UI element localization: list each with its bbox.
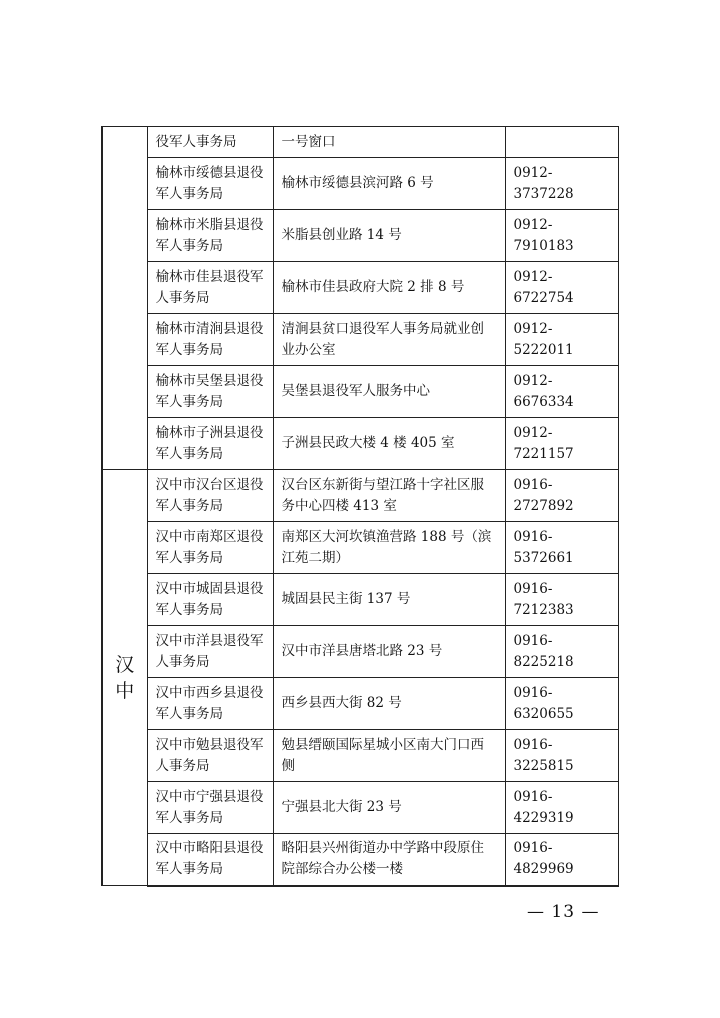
phone-cell: 0916-4829969 <box>505 834 618 886</box>
region-label-char: 汉 <box>115 653 135 676</box>
phone-cell: 0912-6676334 <box>505 366 618 418</box>
table-row <box>102 522 618 574</box>
office-cell: 榆林市清涧县退役军人事务局 <box>147 314 273 366</box>
address-cell: 清涧县贫口退役军人事务局就业创业办公室 <box>273 314 505 366</box>
office-cell: 汉中市城固县退役军人事务局 <box>147 574 273 626</box>
page-number: — 13 — <box>527 902 600 922</box>
office-cell: 汉中市汉台区退役军人事务局 <box>147 470 273 522</box>
phone-cell: 0916-4229319 <box>505 782 618 834</box>
address-cell: 宁强县北大街 23 号 <box>273 782 505 834</box>
region-label-char: 中 <box>115 679 135 702</box>
phone-cell: 0912-6722754 <box>505 262 618 314</box>
table-row <box>102 626 618 678</box>
table-row <box>102 210 618 262</box>
address-cell: 汉中市洋县唐塔北路 23 号 <box>273 626 505 678</box>
phone-cell: 0916-7212383 <box>505 574 618 626</box>
address-cell: 榆林市佳县政府大院 2 排 8 号 <box>273 262 505 314</box>
address-cell: 汉台区东新街与望江路十字社区服务中心四楼 413 室 <box>273 470 505 522</box>
address-cell: 一号窗口 <box>273 127 505 158</box>
address-cell: 吴堡县退役军人服务中心 <box>273 366 505 418</box>
address-cell: 榆林市绥德县滨河路 6 号 <box>273 158 505 210</box>
table-row <box>102 678 618 730</box>
phone-cell: 0916-8225218 <box>505 626 618 678</box>
table-row <box>102 262 618 314</box>
address-cell: 西乡县西大街 82 号 <box>273 678 505 730</box>
table-row <box>102 782 618 834</box>
office-cell: 役军人事务局 <box>147 127 273 158</box>
office-cell: 汉中市宁强县退役军人事务局 <box>147 782 273 834</box>
office-cell: 榆林市佳县退役军人事务局 <box>147 262 273 314</box>
office-cell: 榆林市绥德县退役军人事务局 <box>147 158 273 210</box>
address-cell: 勉县缙颐国际星城小区南大门口西侧 <box>273 730 505 782</box>
phone-cell: 0916-5372661 <box>505 522 618 574</box>
office-cell: 榆林市吴堡县退役军人事务局 <box>147 366 273 418</box>
contacts-table-body <box>102 127 618 886</box>
phone-cell: 0912-5222011 <box>505 314 618 366</box>
table-row <box>102 158 618 210</box>
phone-cell: 0912-7910183 <box>505 210 618 262</box>
table-row <box>102 366 618 418</box>
address-cell: 城固县民主街 137 号 <box>273 574 505 626</box>
office-cell: 榆林市子洲县退役军人事务局 <box>147 418 273 470</box>
office-cell: 汉中市勉县退役军人事务局 <box>147 730 273 782</box>
phone-cell: 0912-7221157 <box>505 418 618 470</box>
table-row <box>102 418 618 470</box>
table-row <box>102 470 618 522</box>
office-cell: 汉中市南郑区退役军人事务局 <box>147 522 273 574</box>
table-row <box>102 574 618 626</box>
table-row <box>102 127 618 158</box>
table-row <box>102 314 618 366</box>
office-cell: 汉中市洋县退役军人事务局 <box>147 626 273 678</box>
phone-cell: 0916-6320655 <box>505 678 618 730</box>
address-cell: 南郑区大河坎镇渔营路 188 号（滨江苑二期） <box>273 522 505 574</box>
address-cell: 米脂县创业路 14 号 <box>273 210 505 262</box>
contacts-table <box>101 126 619 887</box>
office-cell: 汉中市略阳县退役军人事务局 <box>147 834 273 886</box>
address-cell: 略阳县兴州街道办中学路中段原住院部综合办公楼一楼 <box>273 834 505 886</box>
office-cell: 汉中市西乡县退役军人事务局 <box>147 678 273 730</box>
phone-cell: 0916-2727892 <box>505 470 618 522</box>
region-cell <box>102 470 147 886</box>
address-cell: 子洲县民政大楼 4 楼 405 室 <box>273 418 505 470</box>
phone-cell: 0912-3737228 <box>505 158 618 210</box>
office-cell: 榆林市米脂县退役军人事务局 <box>147 210 273 262</box>
phone-cell <box>505 127 618 158</box>
table-row <box>102 834 618 886</box>
phone-cell: 0916-3225815 <box>505 730 618 782</box>
table-row <box>102 730 618 782</box>
region-cell <box>102 127 147 470</box>
